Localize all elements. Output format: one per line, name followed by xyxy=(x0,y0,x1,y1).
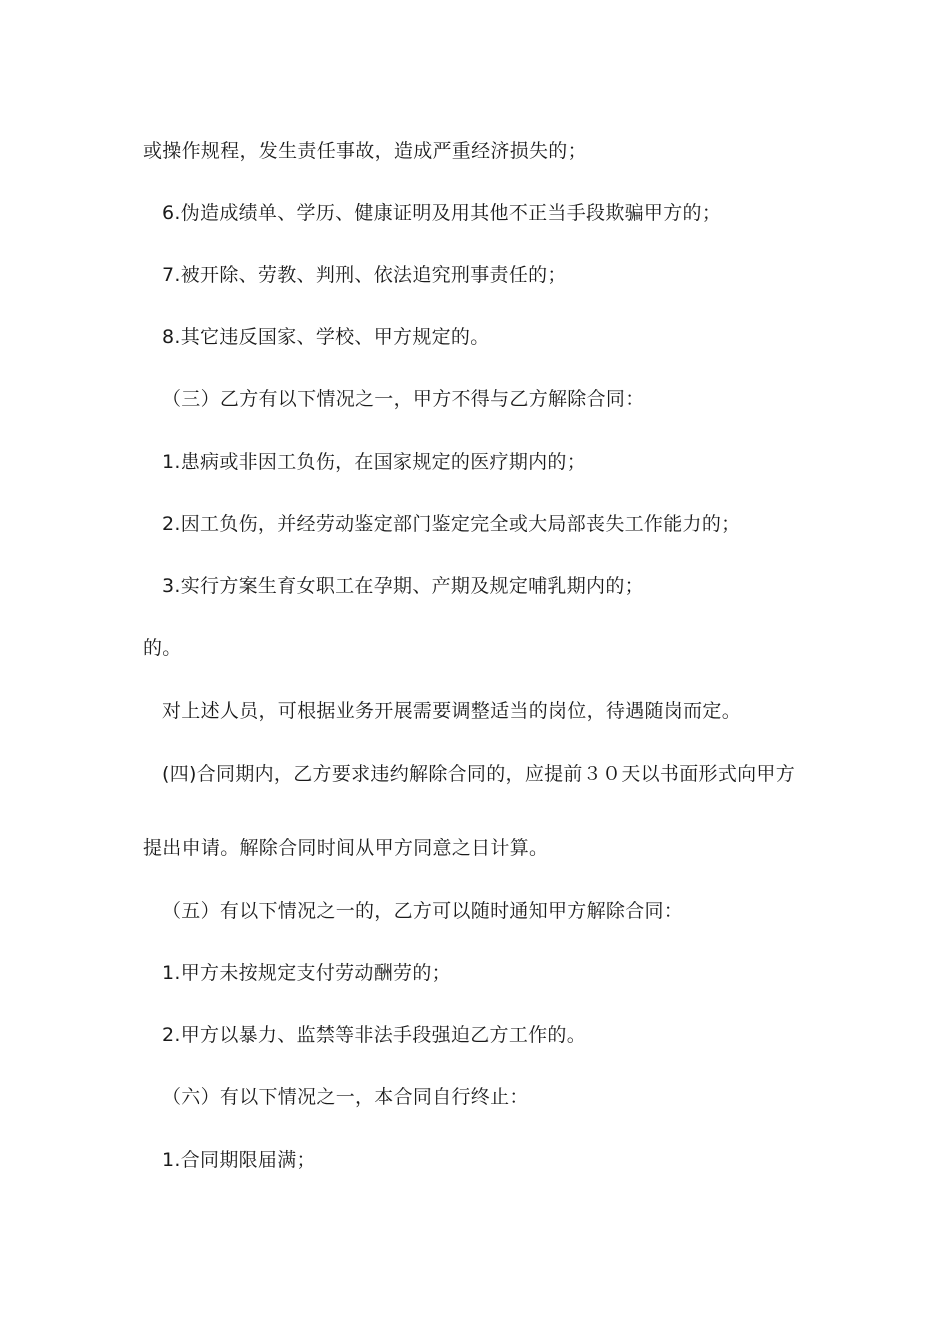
text-line: 8.其它违反国家、学校、甲方规定的。 xyxy=(162,326,490,348)
text-line: 1.合同期限届满； xyxy=(162,1149,316,1171)
text-line: 3.实行方案生育女职工在孕期、产期及规定哺乳期内的； xyxy=(162,575,644,597)
text-line: 1.患病或非因工负伤，在国家规定的医疗期内的； xyxy=(162,451,587,473)
text-line: 2.因工负伤，并经劳动鉴定部门鉴定完全或大局部丧失工作能力的； xyxy=(162,513,741,535)
text-line: 对上述人员，可根据业务开展需要调整适当的岗位，待遇随岗而定。 xyxy=(162,700,742,722)
section-heading: （三）乙方有以下情况之一，甲方不得与乙方解除合同： xyxy=(162,388,645,410)
text-line: 2.甲方以暴力、监禁等非法手段强迫乙方工作的。 xyxy=(162,1024,587,1046)
section-heading: （六）有以下情况之一，本合同自行终止： xyxy=(162,1086,529,1108)
text-line: 提出申请。解除合同时间从甲方同意之日计算。 xyxy=(143,837,549,859)
text-line: 6.伪造成绩单、学历、健康证明及用其他不正当手段欺骗甲方的； xyxy=(162,202,722,224)
section-heading: (四)合同期内，乙方要求违约解除合同的，应提前３０天以书面形式向甲方 xyxy=(162,763,796,785)
text-line: 1.甲方未按规定支付劳动酬劳的； xyxy=(162,962,451,984)
section-heading: （五）有以下情况之一的，乙方可以随时通知甲方解除合同： xyxy=(162,900,684,922)
text-line: 7.被开除、劳教、判刑、依法追究刑事责任的； xyxy=(162,264,567,286)
text-line: 的。 xyxy=(143,637,182,659)
text-line: 或操作规程，发生责任事故，造成严重经济损失的； xyxy=(143,140,587,162)
